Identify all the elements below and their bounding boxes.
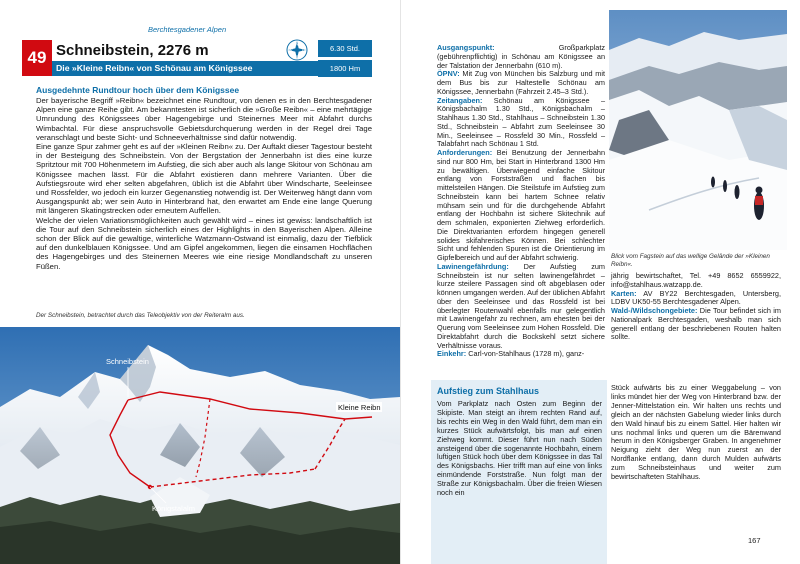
info-text: Carl-von-Stahlhaus (1728 m), ganz- xyxy=(466,349,585,359)
info-label: Ausgangspunkt: xyxy=(437,43,495,52)
info-item xyxy=(437,263,605,351)
info-label: Lawinengefährdung: xyxy=(437,261,509,271)
info-text: Der Aufstieg zum Schneibstein ist nur selten lawinengefährdet – kurze steilere Passagen sind oft abgeblasen oder können umgangen werden. Auf der üblichen Abfahrt über den Seeleinsee und das Rossfeld ist bei überlegter Routenwahl ebenfalls nur gelegentlich mit Lawinengefahr zu rechnen, am ehesten bei der Querung vom Seeleinsee zum Hohen Rossfeld. Die Direktabfahrt durch die Bockskehl setzt sichere Verhältnisse voraus. xyxy=(437,261,605,350)
info-text: Großparkplatz (gebührenpflichtig) in Schönau am Königssee an der Talstation der Jennerbahn (610 m). xyxy=(437,43,605,70)
tour-title: Schneibstein, 2276 m xyxy=(56,42,209,59)
tour-number-badge: 49 xyxy=(22,40,52,76)
info-text: jährig bewirtschaftet, Tel. +49 8652 6559922, info@stahlhaus.watzapp.de. xyxy=(611,271,781,289)
intro-text xyxy=(36,96,372,271)
label-koenigstalalm: Königstalalm xyxy=(152,504,195,513)
info-item xyxy=(611,307,781,342)
ascent-section xyxy=(431,380,607,564)
compass-s: S xyxy=(295,54,299,59)
label-schneibstein: Schneibstein xyxy=(106,357,149,366)
ski-tour-photo xyxy=(609,10,787,250)
info-text: Bei Benutzung der Jennerbahn sind nur 800 Hm, bei Start in Hinterbrand 1300 Hm zu bewältigen. Überwiegend einfache Skitour entlang von Forststraßen und flachen bis mittelsteilen Hängen. Die Steilstufe im Aufstieg zum Schneibstein kann bei hartem Schnee relativ mühsam sein und für die durchgehende Abfahrt entlang der Hochbahn ist sichere Skitechnik auf dem schmalen, exponierten Ziehweg erforderlich. Die Direktvarianten erfordern hingegen generell solides skifahrerisches Können. Bei schlechter Sicht und fehlenden Spuren ist die Orientierung im Gipfelbereich und auf der Abfahrt schwierig. xyxy=(437,148,605,262)
info-column-2 xyxy=(611,272,781,342)
info-text: Schönau am Königssee – Königsbachalm 1.30 Std., Königsbachalm – Stahlhaus 1.30 Std., Stahlhaus – Schneibstein 1.30 Std., Schneibstein – Abfahrt zum Seeleinsee 30 Min., Seeleinsee – Rossfeld 30 Min., Rossfeld – Talabfahrt nach Schönau 1 Std. xyxy=(437,95,605,149)
info-label: Anforderungen: xyxy=(437,148,493,157)
running-head: Berchtesgadener Alpen xyxy=(148,25,227,34)
ascent-text: Vom Parkplatz nach Osten zum Beginn der Skipiste. Man steigt an ihrem rechten Rand auf, bis rechts ein Weg in den Wald führt, dem man ein kurzes Stück aufwärtsfolgt, bis man auf einen Ziehweg kommt. Dieser führt nun nach Süden ansteigend über die sogenannte Hochbahn, einem luftigen Stück hoch über dem Königssee in das Tal des Königsbachs. Hier trifft man auf eine von links einmündende Forststraße. Nun folgt man der Straße zur Königsbachalm. Über die freien Wiesen noch ein xyxy=(437,399,602,498)
intro-paragraph: Eine ganze Spur zahmer geht es auf der »Kleinen Reibn« zu. Der Auftakt dieser Tagestour besteht in der Besteigung des Schneibstein. Von der Bergstation der Jennerbahn ist dies eine kurze Spritztour mit 700 Höhenmetern im Aufstieg, die sich aber auch als lange Skitour von Schönau am Königssee machen lässt. Für die Abfahrt existieren dann mehrere Varianten. Über die Aufstiegsroute wird eher selten abgefahren, üblich ist die Abfahrt über Windscharte, Seeleinsee und Rossfelder, wo jedoch ein kurzer Gegenanstieg notwendig ist. Der Weiterweg hängt dann vom Ausgangspunkt ab; wer sein Auto in Hinterbrand hat, den erwartet am Ende eine lange Querung mit längeren Skatingstrecken oder erneutem Auffellen. xyxy=(36,142,372,216)
compass-icon xyxy=(286,39,308,61)
info-item xyxy=(437,44,605,70)
tour-subtitle: Die »Kleine Reibn« von Schönau am Königssee xyxy=(52,61,318,76)
panorama-photo xyxy=(0,327,400,564)
info-item xyxy=(611,272,781,290)
info-column xyxy=(437,44,605,359)
duration-badge: 6.30 Std. xyxy=(318,40,372,57)
compass-e: O xyxy=(301,47,306,53)
info-item xyxy=(611,290,781,308)
intro-paragraph: Der bayerische Begriff »Reibn« bezeichnet eine Rundtour, von denen es in den Berchtesgadener Alpen eine ganze Reihe gibt. Am bekanntesten ist sicherlich die »Große Reibn« – eine mehrtägige Umrundung des Königssees über Hagengebirge und Steinernes Meer mit Abfahrt durchs Wimbachtal. Für diese anspruchsvolle Gebietsdurchquerung werden in der Regel drei Tage veranschlagt und beste Sicht- und Schneeverhältnisse sind dafür notwendig. xyxy=(36,96,372,142)
elevation-badge: 1800 Hm xyxy=(318,60,372,77)
panorama-caption: Der Schneibstein, betrachtet durch das Teleobjektiv von der Reiteralm aus. xyxy=(36,312,245,319)
label-kleine-reibn: Kleine Reibn xyxy=(338,403,381,412)
info-label: Wald-/Wildschongebiete: xyxy=(611,306,698,315)
info-text: AV BY22 Berchtesgaden, Untersberg, LDBV UK50-55 Berchtesgadener Alpen. xyxy=(611,288,781,307)
info-label: Einkehr: xyxy=(437,349,467,359)
compass-w: W xyxy=(288,47,293,53)
info-item xyxy=(437,70,605,96)
info-text: Die Tour befindet sich im Nationalpark Berchtesgaden, weshalb man sich generell entlang der beschriebenen Routen halten sollte. xyxy=(611,306,781,342)
intro-paragraph: Welche der vielen Variationsmöglichkeiten auch gewählt wird – eines ist gewiss: landschaftlich ist die Tour auf den Schneibstein sicherlich eines der Highlights in den Bayerischen Alpen. Alleine schon der Blick auf die gewaltige, winterliche Watzmann-Ostwand ist einmalig, dazu der Tiefblick auf den dunkelblauen Königssee. Und am Gipfel angekommen, liegen die einsamen Hochflächen des Hagengebirges und des Steinernen Meeres wie eine riesige Mondlandschaft zu unseren Füßen. xyxy=(36,215,372,271)
intro-heading: Ausgedehnte Rundtour hoch über dem Königssee xyxy=(36,85,240,95)
info-item xyxy=(437,97,605,150)
ascent-heading: Aufstieg zum Stahlhaus xyxy=(437,386,540,396)
info-text: Mit Zug von München bis Salzburg und mit dem Bus bis zur Haltestelle Schönau am Königssee, Jennerbahn (Fahrzeit 2.45–3 Std.). xyxy=(437,69,605,96)
ascent-text-continued: Stück aufwärts bis zu einer Weggabelung – von links mündet hier der Weg von Hinterbrand bzw. der Jenner-Mittelstation ein. Wir halten uns rechts und gleich an der nächsten Gabelung wieder links durch den Wald hinauf bis zu einem Sattel. Hier halten wir uns nochmal links und queren um die Bärenwand herum in den Königsberger Graben. In angenehmer Neigung zieht der Weg nun zuerst an der Nordflanke entlang, dann durch Mulden aufwärts zum Schneibsteinhaus und weiter zum bewirtschafteten Stahlhaus. xyxy=(611,383,781,482)
page-number: 167 xyxy=(748,536,761,545)
info-label: Karten: xyxy=(611,288,637,298)
info-item xyxy=(437,149,605,263)
info-item xyxy=(437,350,605,359)
info-label: ÖPNV: xyxy=(437,69,460,79)
right-page xyxy=(400,0,800,564)
compass-n: N xyxy=(295,41,299,47)
ski-tour-photo-caption: Blick vom Fagstein auf das wellige Gelände der »Kleinen Reibn«. xyxy=(611,253,770,268)
info-label: Zeitangaben: xyxy=(437,95,483,105)
